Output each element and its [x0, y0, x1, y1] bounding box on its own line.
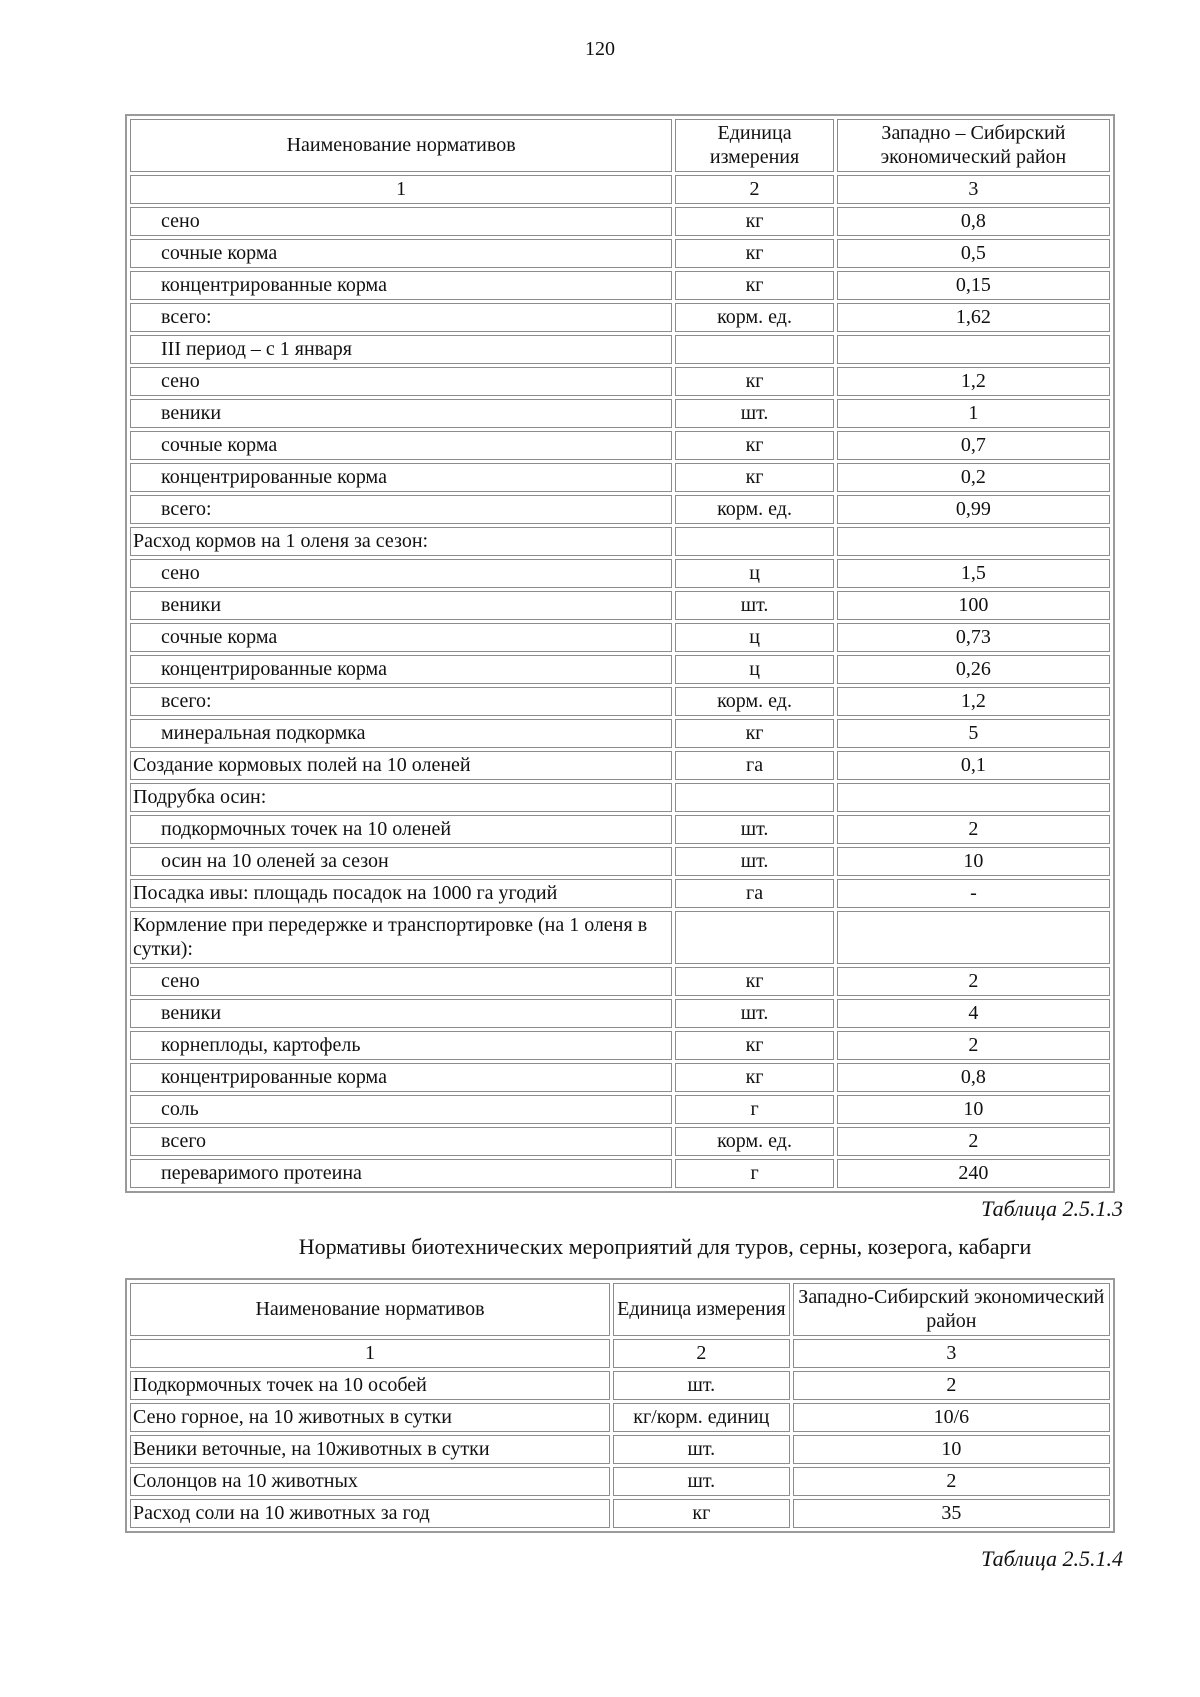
cell-unit: [675, 335, 834, 364]
column-number: 3: [793, 1339, 1110, 1368]
cell-unit: кг: [675, 967, 834, 996]
table-row: [130, 751, 1110, 780]
page-number: 120: [585, 38, 615, 60]
table-row: [130, 1095, 1110, 1124]
cell-unit: корм. ед.: [675, 303, 834, 332]
column-number: 1: [130, 175, 672, 204]
cell-value: 10: [837, 847, 1110, 876]
cell-name: Расход соли на 10 животных за год: [130, 1499, 610, 1528]
cell-unit: кг: [675, 719, 834, 748]
cell-unit: [675, 783, 834, 812]
table-row: [130, 687, 1110, 716]
cell-unit: кг: [675, 367, 834, 396]
cell-value: [837, 335, 1110, 364]
cell-name: Веники веточные, на 10животных в сутки: [130, 1435, 610, 1464]
header-region: Западно – Сибирский экономический район: [837, 119, 1110, 172]
table-body: [130, 207, 1110, 1188]
table-row: [130, 1159, 1110, 1188]
table-row: [130, 207, 1110, 236]
table-row: [130, 431, 1110, 460]
column-number-row: [130, 1339, 1110, 1368]
header-region: Западно-Сибирский экономический район: [793, 1283, 1110, 1336]
cell-value: 0,73: [837, 623, 1110, 652]
cell-unit: кг: [613, 1499, 790, 1528]
cell-name: Создание кормовых полей на 10 оленей: [130, 751, 672, 780]
table-row: [130, 847, 1110, 876]
cell-value: 2: [793, 1467, 1110, 1496]
cell-value: 10/6: [793, 1403, 1110, 1432]
cell-value: 1,5: [837, 559, 1110, 588]
header-unit: Единица измерения: [613, 1283, 790, 1336]
cell-value: 0,15: [837, 271, 1110, 300]
cell-unit: кг: [675, 1063, 834, 1092]
cell-value: 10: [793, 1435, 1110, 1464]
cell-name: подкормочных точек на 10 оленей: [130, 815, 672, 844]
cell-value: 4: [837, 999, 1110, 1028]
cell-name: концентрированные корма: [130, 1063, 672, 1092]
cell-name: веники: [130, 999, 672, 1028]
table-row: [130, 335, 1110, 364]
cell-name: сено: [130, 367, 672, 396]
cell-name: сочные корма: [130, 623, 672, 652]
column-number: 3: [837, 175, 1110, 204]
cell-value: [837, 783, 1110, 812]
cell-unit: шт.: [675, 815, 834, 844]
cell-name: всего:: [130, 303, 672, 332]
table-row: [130, 527, 1110, 556]
cell-name: переваримого протеина: [130, 1159, 672, 1188]
cell-value: 1,2: [837, 687, 1110, 716]
table-body: [130, 1371, 1110, 1528]
cell-unit: кг: [675, 239, 834, 268]
cell-name: всего:: [130, 687, 672, 716]
cell-name: концентрированные корма: [130, 655, 672, 684]
cell-name: III период – с 1 января: [130, 335, 672, 364]
table-row: [130, 1435, 1110, 1464]
table-row: [130, 303, 1110, 332]
header-name: Наименование нормативов: [130, 1283, 610, 1336]
standards-table-tur: [125, 1278, 1115, 1533]
cell-unit: га: [675, 879, 834, 908]
table-row: [130, 879, 1110, 908]
cell-name: концентрированные корма: [130, 463, 672, 492]
cell-name: всего: [130, 1127, 672, 1156]
table-caption: Таблица 2.5.1.4: [981, 1546, 1123, 1571]
cell-unit: кг: [675, 207, 834, 236]
table-row: [130, 719, 1110, 748]
cell-name: сочные корма: [130, 239, 672, 268]
cell-unit: кг: [675, 463, 834, 492]
cell-name: Кормление при передержке и транспортировке (на 1 оленя в сутки):: [130, 911, 672, 964]
table-row: [130, 911, 1110, 964]
header-name: Наименование нормативов: [130, 119, 672, 172]
cell-value: 0,1: [837, 751, 1110, 780]
cell-value: 5: [837, 719, 1110, 748]
table-row: [130, 623, 1110, 652]
cell-unit: шт.: [675, 999, 834, 1028]
table-row: [130, 271, 1110, 300]
table-row: [130, 367, 1110, 396]
cell-name: сено: [130, 967, 672, 996]
cell-value: 0,5: [837, 239, 1110, 268]
cell-name: веники: [130, 399, 672, 428]
cell-unit: шт.: [675, 591, 834, 620]
cell-name: осин на 10 оленей за сезон: [130, 847, 672, 876]
cell-value: 1,2: [837, 367, 1110, 396]
table-row: [130, 1031, 1110, 1060]
cell-value: 0,7: [837, 431, 1110, 460]
cell-value: 0,26: [837, 655, 1110, 684]
cell-value: 35: [793, 1499, 1110, 1528]
cell-unit: га: [675, 751, 834, 780]
cell-unit: [675, 527, 834, 556]
cell-unit: кг/корм. единиц: [613, 1403, 790, 1432]
table-row: [130, 495, 1110, 524]
table-row: [130, 1063, 1110, 1092]
cell-unit: ц: [675, 655, 834, 684]
cell-unit: кг: [675, 431, 834, 460]
cell-value: 0,8: [837, 1063, 1110, 1092]
cell-unit: корм. ед.: [675, 687, 834, 716]
table-row: [130, 239, 1110, 268]
cell-unit: ц: [675, 623, 834, 652]
cell-unit: шт.: [675, 399, 834, 428]
cell-name: корнеплоды, картофель: [130, 1031, 672, 1060]
table-header-row: [130, 1283, 1110, 1336]
column-number-row: [130, 175, 1110, 204]
cell-value: 0,2: [837, 463, 1110, 492]
cell-unit: г: [675, 1095, 834, 1124]
cell-value: -: [837, 879, 1110, 908]
column-number: 2: [675, 175, 834, 204]
cell-value: 240: [837, 1159, 1110, 1188]
cell-value: 1: [837, 399, 1110, 428]
cell-unit: кг: [675, 271, 834, 300]
table-row: [130, 463, 1110, 492]
cell-value: [837, 911, 1110, 964]
cell-unit: кг: [675, 1031, 834, 1060]
cell-value: 2: [837, 1031, 1110, 1060]
cell-value: 2: [793, 1371, 1110, 1400]
cell-unit: шт.: [613, 1467, 790, 1496]
cell-value: 1,62: [837, 303, 1110, 332]
cell-value: 10: [837, 1095, 1110, 1124]
cell-name: сено: [130, 207, 672, 236]
cell-unit: шт.: [675, 847, 834, 876]
cell-name: Расход кормов на 1 оленя за сезон:: [130, 527, 672, 556]
table-row: [130, 967, 1110, 996]
cell-name: сено: [130, 559, 672, 588]
cell-name: Сено горное, на 10 животных в сутки: [130, 1403, 610, 1432]
table-row: [130, 815, 1110, 844]
cell-name: соль: [130, 1095, 672, 1124]
table-row: [130, 1127, 1110, 1156]
cell-unit: [675, 911, 834, 964]
cell-unit: корм. ед.: [675, 495, 834, 524]
cell-unit: г: [675, 1159, 834, 1188]
table-row: [130, 1371, 1110, 1400]
cell-value: 100: [837, 591, 1110, 620]
cell-value: 2: [837, 1127, 1110, 1156]
table-row: [130, 399, 1110, 428]
column-number: 2: [613, 1339, 790, 1368]
cell-name: веники: [130, 591, 672, 620]
cell-value: 0,8: [837, 207, 1110, 236]
cell-unit: шт.: [613, 1435, 790, 1464]
table-row: [130, 1467, 1110, 1496]
table-row: [130, 655, 1110, 684]
cell-name: Подрубка осин:: [130, 783, 672, 812]
cell-name: концентрированные корма: [130, 271, 672, 300]
cell-value: 2: [837, 815, 1110, 844]
standards-table-reindeer: [125, 114, 1115, 1193]
table-row: [130, 783, 1110, 812]
table-heading: Нормативы биотехнических мероприятий для туров, серны, козерога, кабарги: [298, 1234, 1032, 1259]
cell-name: минеральная подкормка: [130, 719, 672, 748]
table-caption: Таблица 2.5.1.3: [981, 1196, 1123, 1221]
cell-name: всего:: [130, 495, 672, 524]
table-row: [130, 1403, 1110, 1432]
cell-name: сочные корма: [130, 431, 672, 460]
cell-value: 2: [837, 967, 1110, 996]
table-row: [130, 1499, 1110, 1528]
cell-unit: шт.: [613, 1371, 790, 1400]
table-header-row: [130, 119, 1110, 172]
cell-name: Солонцов на 10 животных: [130, 1467, 610, 1496]
cell-name: Посадка ивы: площадь посадок на 1000 га угодий: [130, 879, 672, 908]
cell-unit: ц: [675, 559, 834, 588]
cell-unit: корм. ед.: [675, 1127, 834, 1156]
cell-name: Подкормочных точек на 10 особей: [130, 1371, 610, 1400]
table-row: [130, 999, 1110, 1028]
cell-value: [837, 527, 1110, 556]
column-number: 1: [130, 1339, 610, 1368]
header-unit: Единица измерения: [675, 119, 834, 172]
cell-value: 0,99: [837, 495, 1110, 524]
table-row: [130, 591, 1110, 620]
table-row: [130, 559, 1110, 588]
